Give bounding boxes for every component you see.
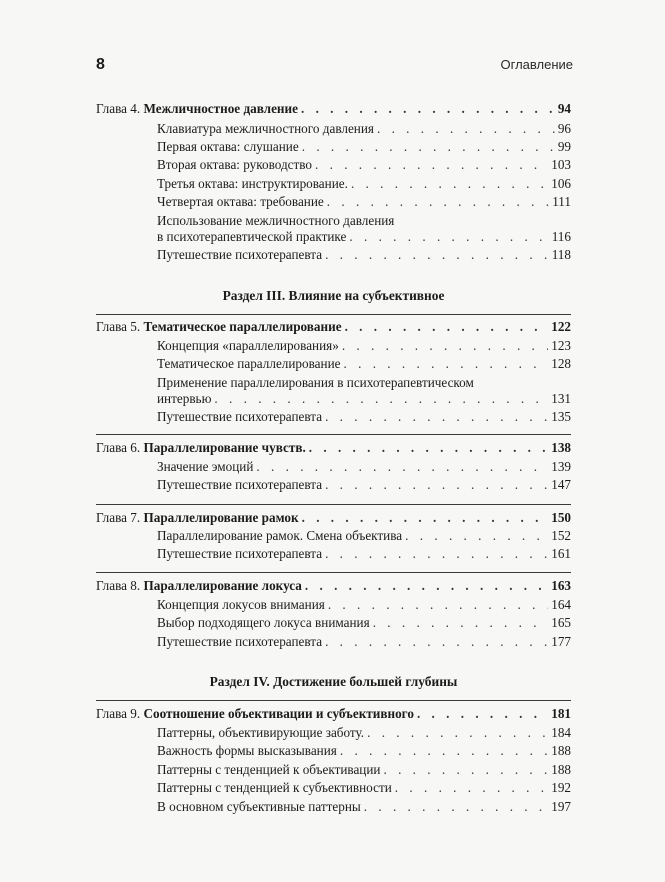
toc-entry: [157, 725, 571, 741]
dot-leader: [377, 121, 555, 137]
toc-entry: [157, 546, 571, 562]
entry-label: В основном субъективные паттерны: [157, 799, 361, 814]
chapter-title: Параллелирование локуса: [143, 578, 302, 593]
page-ref: 128: [551, 356, 571, 371]
chapter-title: Тематическое параллелирование: [143, 319, 342, 334]
chapter-prefix: Глава 8.: [96, 578, 141, 593]
chapter-title: Параллелирование рамок: [143, 510, 299, 525]
toc-chapter-9: [96, 706, 571, 722]
dot-leader: [325, 247, 549, 263]
page-ref: 131: [551, 391, 571, 406]
page-ref: 111: [552, 194, 571, 209]
entry-label: в психотерапевтической практике: [157, 229, 347, 244]
page-ref: 122: [551, 319, 571, 334]
page-ref: 165: [551, 615, 571, 630]
page-ref: 116: [551, 229, 571, 244]
page-ref: 94: [557, 101, 571, 116]
page-ref: 184: [551, 725, 571, 740]
page-ref: 163: [551, 578, 571, 593]
dot-leader: [340, 743, 548, 759]
entry-label: Путешествие психотерапевта: [157, 477, 323, 492]
page-ref: 188: [551, 743, 571, 758]
entry-label: Паттерны с тенденцией к субъективности: [157, 780, 392, 795]
toc-entry: [157, 157, 571, 173]
toc-entry: [157, 176, 571, 192]
divider: [96, 572, 571, 573]
page-ref: 118: [551, 247, 571, 262]
toc-entry: [157, 121, 571, 137]
toc-chapter-8: [96, 578, 571, 594]
page-ref: 161: [551, 546, 571, 561]
chapter-title: Соотношение объективации и субъективного: [143, 706, 414, 721]
page-ref: 99: [557, 139, 571, 154]
dot-leader: [405, 528, 548, 544]
toc-entry: [157, 799, 571, 815]
toc-entry: [157, 338, 571, 354]
toc-entry: [157, 194, 571, 210]
dot-leader: [305, 578, 548, 594]
dot-leader: [301, 101, 555, 117]
page-ref: 96: [557, 121, 571, 136]
toc-entry: [157, 375, 571, 407]
dot-leader: [351, 176, 548, 192]
divider: [96, 700, 571, 701]
toc-entry: [157, 743, 571, 759]
dot-leader: [214, 391, 548, 407]
dot-leader: [256, 459, 548, 475]
entry-label: Паттерны с тенденцией к объективации: [157, 762, 381, 777]
entry-label: Параллелирование рамок. Смена объектива: [157, 528, 403, 543]
section-heading: Раздел III. Влияние на субъективное: [222, 288, 445, 303]
page-ref: 181: [551, 706, 571, 721]
entry-label: Путешествие психотерапевта: [157, 546, 323, 561]
divider: [96, 434, 571, 435]
entry-label: Третья октава: инструктирование.: [157, 176, 348, 191]
toc-chapter-4: [96, 101, 571, 117]
entry-label: Концепция локусов внимания: [157, 597, 325, 612]
section-heading: Раздел IV. Достижение большей глубины: [209, 674, 458, 689]
toc-entry: [157, 247, 571, 263]
dot-leader: [302, 139, 555, 155]
page-ref: 177: [551, 634, 571, 649]
entry-label: Первая октава: слушание: [157, 139, 299, 154]
dot-leader: [328, 597, 548, 613]
page-ref: 152: [551, 528, 571, 543]
page-ref: 150: [551, 510, 571, 525]
toc-entry: [157, 597, 571, 613]
toc-entry: [157, 477, 571, 493]
toc-chapter-5: [96, 319, 571, 335]
dot-leader: [342, 338, 548, 354]
divider: [96, 314, 571, 315]
entry-label: Значение эмоций: [157, 459, 254, 474]
entry-label: Концепция «параллелирования»: [157, 338, 339, 353]
page-ref: 103: [551, 157, 571, 172]
dot-leader: [309, 440, 548, 456]
page-ref: 139: [551, 459, 571, 474]
chapter-prefix: Глава 9.: [96, 706, 141, 721]
toc-chapter-6: [96, 440, 571, 456]
entry-label: Путешествие психотерапевта: [157, 409, 323, 424]
chapter-title: Параллелирование чувств.: [143, 440, 306, 455]
dot-leader: [344, 356, 549, 372]
chapter-prefix: Глава 5.: [96, 319, 141, 334]
entry-label: Паттерны, объективирующие заботу.: [157, 725, 365, 740]
toc-entry: [157, 528, 571, 544]
page-ref: 147: [551, 477, 571, 492]
divider: [96, 504, 571, 505]
entry-label: Важность формы высказывания: [157, 743, 337, 758]
toc-chapter-7: [96, 510, 571, 526]
page-ref: 135: [551, 409, 571, 424]
dot-leader: [345, 319, 549, 335]
chapter-prefix: Глава 4.: [96, 101, 141, 116]
entry-label-line1: Применение параллелирования в психотерапевтическом: [157, 375, 474, 390]
entry-label-line1: Использование межличностного давления: [157, 213, 395, 228]
entry-label: интервью: [157, 391, 212, 406]
toc-entry: [157, 762, 571, 778]
dot-leader: [373, 615, 549, 631]
entry-label: Четвертая октава: требование: [157, 194, 324, 209]
toc-entry: [157, 780, 571, 796]
entry-label: Путешествие психотерапевта: [157, 634, 323, 649]
dot-leader: [417, 706, 548, 722]
toc-entry: [157, 356, 571, 372]
chapter-title: Межличностное давление: [143, 101, 298, 116]
toc-entry: [157, 213, 571, 245]
page-ref: 192: [551, 780, 571, 795]
dot-leader: [395, 780, 548, 796]
dot-leader: [349, 229, 548, 245]
chapter-prefix: Глава 6.: [96, 440, 141, 455]
entry-label: Выбор подходящего локуса внимания: [157, 615, 370, 630]
entry-label: Вторая октава: руководство: [157, 157, 313, 172]
running-head: Оглавление: [500, 57, 573, 72]
page-number: 8: [96, 56, 105, 73]
page-ref: 106: [551, 176, 571, 191]
toc-entry: [157, 459, 571, 475]
dot-leader: [325, 546, 548, 562]
dot-leader: [325, 409, 548, 425]
page-ref: 138: [551, 440, 571, 455]
chapter-prefix: Глава 7.: [96, 510, 141, 525]
dot-leader: [325, 477, 548, 493]
page-ref: 123: [551, 338, 571, 353]
page-ref: 188: [551, 762, 571, 777]
dot-leader: [302, 510, 549, 526]
entry-label: Путешествие психотерапевта: [157, 247, 323, 262]
toc-entry: [157, 634, 571, 650]
page-ref: 197: [551, 799, 571, 814]
dot-leader: [325, 634, 548, 650]
dot-leader: [364, 799, 548, 815]
entry-label: Клавиатура межличностного давления: [157, 121, 374, 136]
dot-leader: [383, 762, 548, 778]
dot-leader: [367, 725, 548, 741]
dot-leader: [315, 157, 548, 173]
page-ref: 164: [551, 597, 571, 612]
toc-entry: [157, 615, 571, 631]
entry-label: Тематическое параллелирование: [157, 356, 341, 371]
toc-entry: [157, 139, 571, 155]
toc-entry: [157, 409, 571, 425]
dot-leader: [327, 194, 549, 210]
